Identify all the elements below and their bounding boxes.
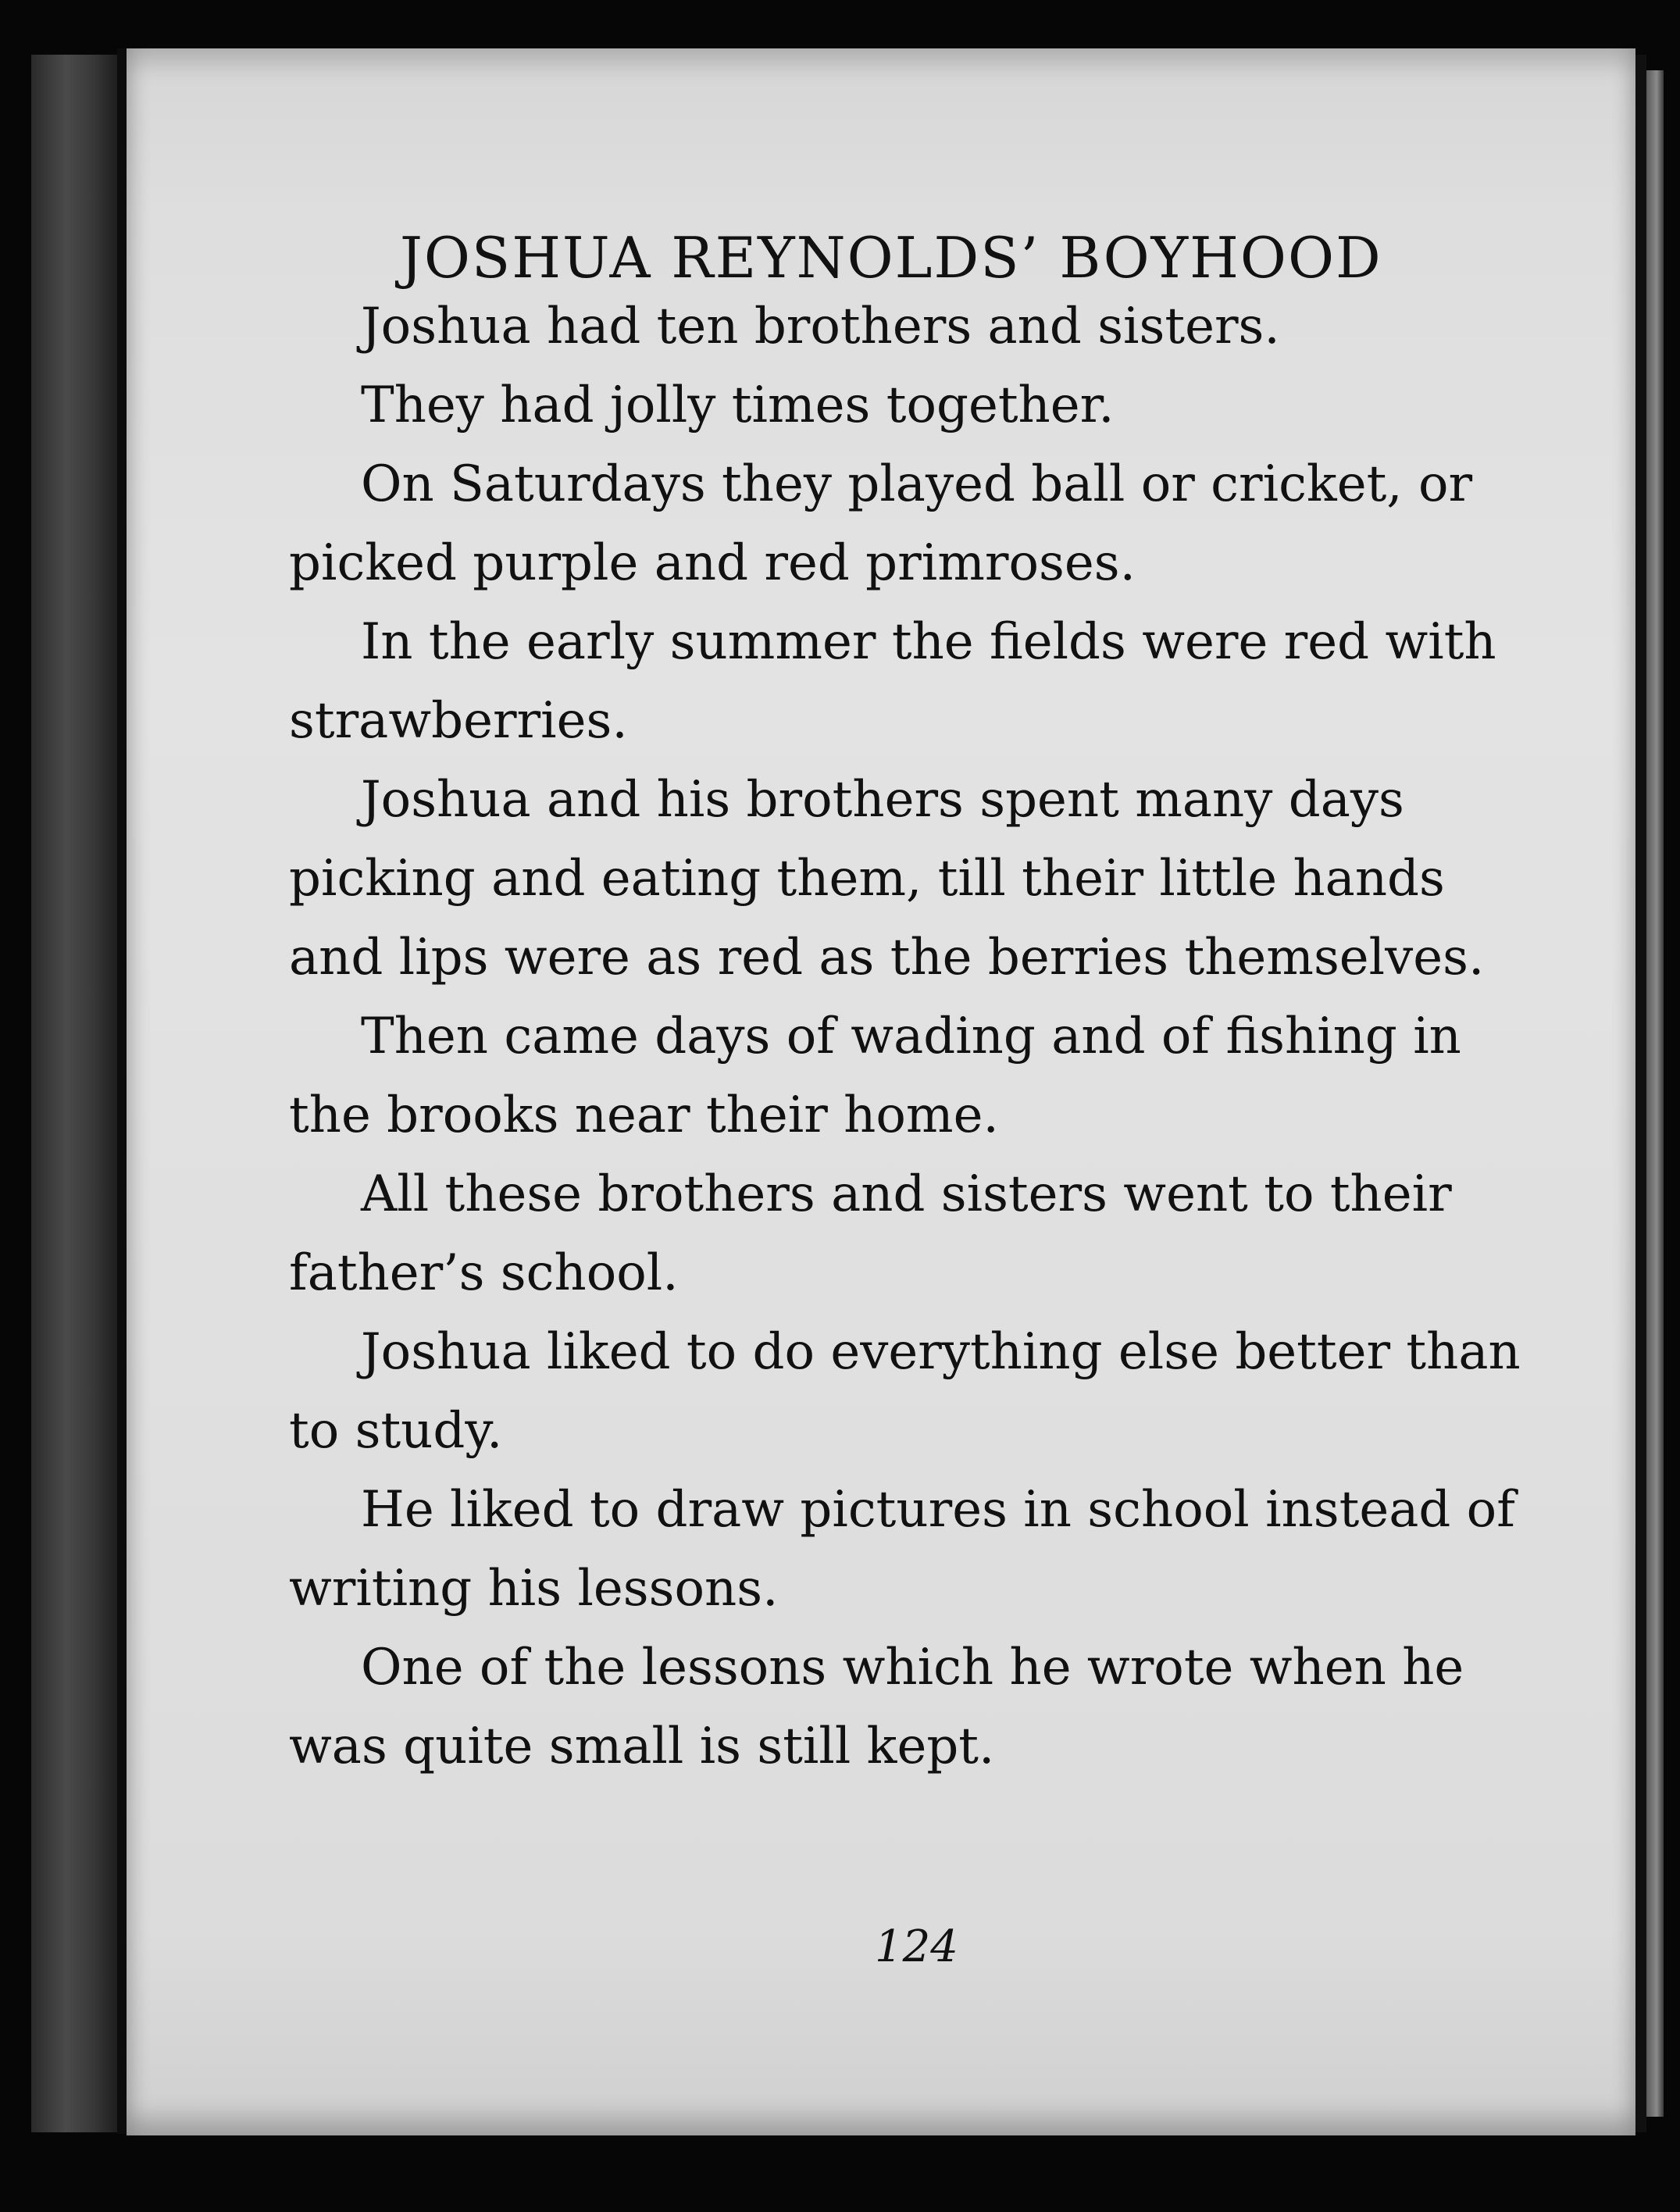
paragraph: He liked to draw pictures in school instead of writing his lessons. (289, 1481, 1515, 1618)
paragraph: One of the lessons which he wrote when he was quite small is still kept. (289, 1639, 1464, 1775)
paragraph: All these brothers and sisters went to their father’s school. (289, 1165, 1452, 1302)
page-number: 124 (875, 1921, 958, 1972)
paragraph: Joshua and his brothers spent many days picking and eating them, till their little hands and lips were as red as the berries themselves. (289, 771, 1485, 986)
next-page-edge (1646, 70, 1664, 2117)
paragraph: In the early summer the fields were red with strawberries. (289, 613, 1496, 750)
page-right-edge (1635, 55, 1646, 2132)
body-text (289, 287, 1554, 1786)
paragraph: On Saturdays they played ball or cricket, or picked purple and red primroses. (289, 455, 1473, 592)
chapter-title: JOSHUA REYNOLDS’ BOYHOOD (400, 225, 1382, 291)
paragraph: Joshua liked to do everything else better than to study. (289, 1323, 1521, 1460)
book-spine (31, 55, 117, 2132)
paragraph: They had jolly times together. (361, 376, 1115, 434)
paragraph: Then came days of wading and of fishing in the brooks near their home. (289, 1008, 1461, 1144)
paragraph: Joshua had ten brothers and sisters. (361, 298, 1280, 355)
